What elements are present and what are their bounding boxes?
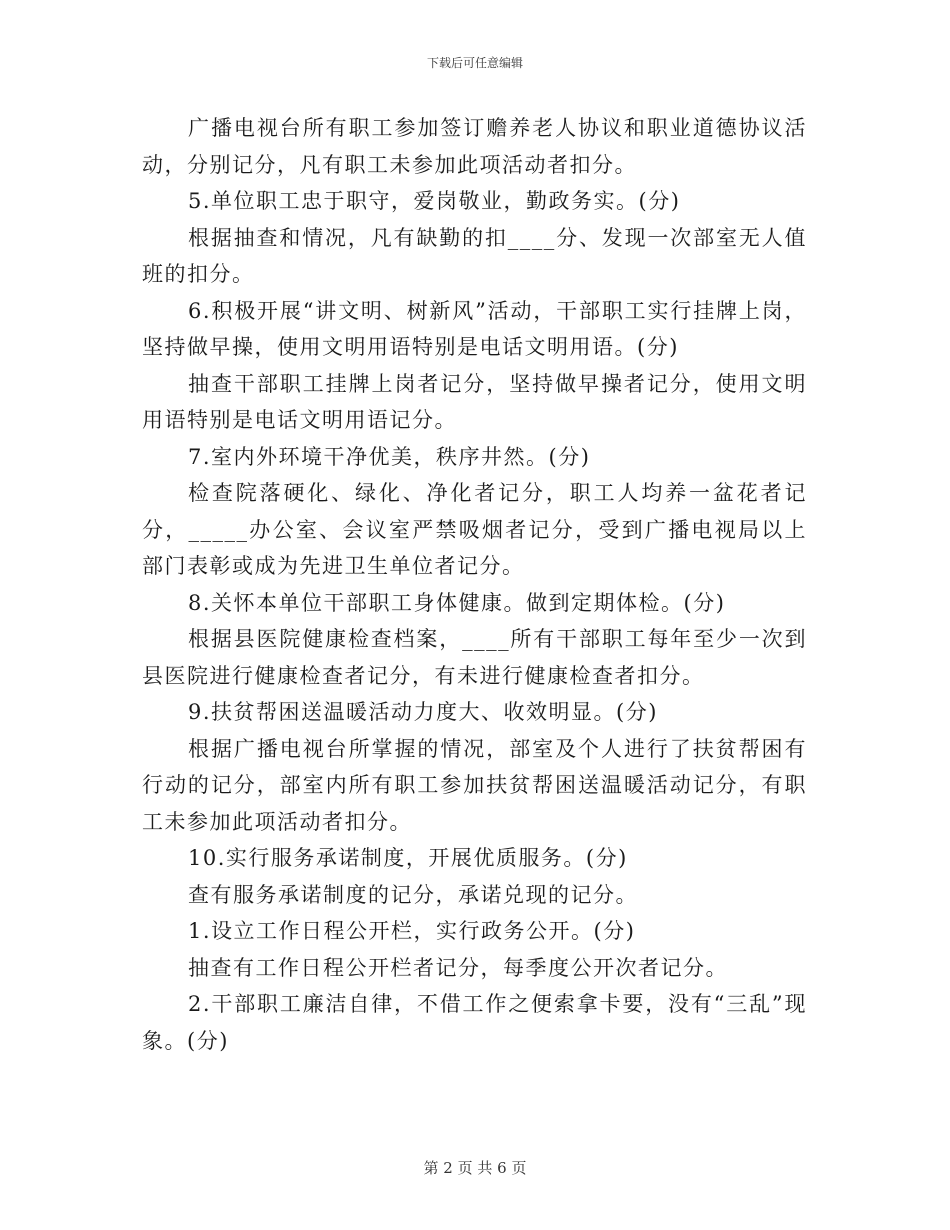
paragraph: 检查院落硬化、绿化、净化者记分，职工人均养一盆花者记分，_____办公室、会议室严禁吸烟者记分，受到广播电视局以上部门表彰或成为先进卫生单位者记分。 — [142, 481, 807, 578]
page-header-note: 下载后可任意编辑 — [426, 56, 523, 70]
document-body — [142, 110, 807, 1059]
paragraph: 查有服务承诺制度的记分，承诺兑现的记分。 — [188, 882, 638, 907]
paragraph: 根据抽查和情况，凡有缺勤的扣____分、发现一次部室无人值班的扣分。 — [142, 225, 807, 286]
clause-heading: 5.单位职工忠于职守，爱岗敬业，勤政务实。(分) — [188, 189, 681, 213]
clause-heading: 7.室内外环境干净优美，秩序井然。(分) — [188, 444, 591, 469]
page-number: 第 2 页 共 6 页 — [423, 1159, 527, 1177]
clause-heading: 2.干部职工廉洁自律，不借工作之便索拿卡要，没有“三乱”现象。(分) — [142, 992, 807, 1053]
clause-heading: 8.关怀本单位干部职工身体健康。做到定期体检。(分) — [188, 590, 726, 615]
paragraph: 抽查有工作日程公开栏者记分，每季度公开次者记分。 — [188, 955, 728, 980]
paragraph: 根据广播电视台所掌握的情况，部室及个人进行了扶贫帮困有行动的记分，部室内所有职工参加扶贫帮困送温暖活动记分，有职工未参加此项活动者扣分。 — [142, 736, 807, 834]
clause-heading: 6.积极开展“讲文明、树新风”活动，干部职工实行挂牌上岗，坚持做早操，使用文明用语特别是电话文明用语。(分) — [142, 298, 807, 359]
clause-heading: 1.设立工作日程公开栏，实行政务公开。(分) — [188, 919, 636, 943]
paragraph: 根据县医院健康检查档案，____所有干部职工每年至少一次到县医院进行健康检查者记分，有未进行健康检查者扣分。 — [142, 627, 807, 688]
paragraph: 广播电视台所有职工参加签订赡养老人协议和职业道德协议活动，分别记分，凡有职工未参加此项活动者扣分。 — [142, 116, 807, 177]
clause-heading: 9.扶贫帮困送温暖活动力度大、收效明显。(分) — [188, 700, 658, 724]
clause-heading: 10.实行服务承诺制度，开展优质服务。(分) — [188, 846, 628, 870]
paragraph: 抽查干部职工挂牌上岗者记分，坚持做早操者记分，使用文明用语特别是电话文明用语记分。 — [142, 371, 807, 432]
